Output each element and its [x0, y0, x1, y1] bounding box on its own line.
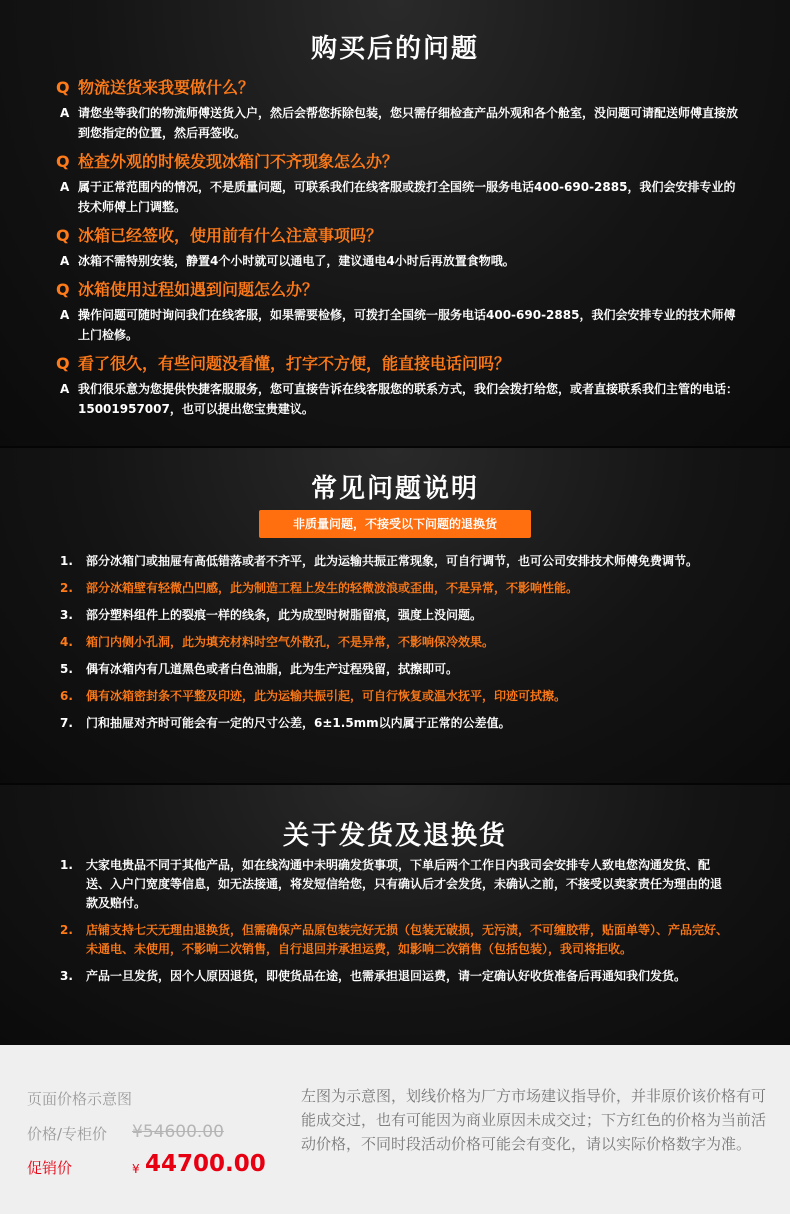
answer	[56, 305, 746, 345]
list-price: ¥54600.00	[132, 1122, 224, 1142]
item-text: 部分塑料组件上的裂痕一样的线条，此为成型时树脂留痕，强度上没问题。	[86, 608, 483, 622]
item-text: 部分冰箱门或抽屉有高低错落或者不齐平，此为运输共振正常现象，可自行调节，也可公司安排技术师傅免费调节。	[86, 554, 699, 568]
answer-text: 冰箱不需特别安装，静置4个小时就可以通电了，建议通电4小时后再放置食物哦。	[78, 254, 515, 268]
q-marker: Q	[56, 226, 70, 245]
faq-item	[60, 714, 730, 733]
a-marker: A	[60, 254, 70, 268]
faq-item	[60, 552, 730, 571]
faq-title: 常见问题说明	[310, 474, 479, 504]
item-number: 1.	[60, 554, 73, 568]
a-marker: A	[60, 180, 70, 194]
q-marker: Q	[56, 280, 70, 299]
item-text: 门和抽屉对齐时可能会有一定的尺寸公差，6±1.5mm以内属于正常的公差值。	[86, 716, 511, 730]
list-price-label: 价格/专柜价	[27, 1125, 108, 1143]
price-note: 左图为示意图，划线价格为厂方市场建议指导价，并非原价该价格有可能成交过，也有可能因为商业原因未成交过；下方红色的价格为当前活动价格，不同时段活动价格可能会有变化，请以实际价格数字为准。	[301, 1087, 767, 1153]
item-text: 大家电贵品不同于其他产品，如在线沟通中未明确发货事项，下单后两个工作日内我司会安排专人致电您沟通发货、配送、入户门宽度等信息，如无法接通，将发短信给您，只有确认后才会发货，未确认之前，不接受以卖家责任为理由的退款及赔付。	[86, 858, 723, 910]
qa-list	[56, 76, 746, 426]
qa-item	[56, 76, 746, 143]
a-marker: A	[60, 308, 70, 322]
item-number: 2.	[60, 581, 73, 595]
faq-item	[60, 660, 730, 679]
item-text: 箱门内侧小孔洞，此为填充材料时空气外散孔，不是异常，不影响保冷效果。	[86, 635, 495, 649]
shipping-item	[60, 856, 730, 913]
qa-item	[56, 224, 746, 271]
answer-text: 属于正常范围内的情况，不是质量问题，可联系我们在线客服或拨打全国统一服务电话400-690-2885，我们会安排专业的技术师傅上门调整。	[78, 180, 736, 214]
q-marker: Q	[56, 78, 70, 97]
question-text: 看了很久，有些问题没看懂，打字不方便，能直接电话问吗？	[78, 354, 511, 373]
faq-list	[60, 552, 730, 741]
shipping-list	[60, 856, 730, 994]
question-text: 物流送货来我要做什么？	[78, 78, 255, 97]
answer	[56, 103, 746, 143]
item-number: 3.	[60, 608, 73, 622]
item-text: 偶有冰箱内有几道黑色或者白色油脂，此为生产过程残留，拭擦即可。	[86, 662, 459, 676]
item-text: 偶有冰箱密封条不平整及印迹，此为运输共振引起，可自行恢复或温水抚平，印迹可拭擦。	[86, 689, 567, 703]
question-text: 冰箱已经签收，使用前有什么注意事项吗？	[78, 226, 383, 245]
question-text: 检查外观的时候发现冰箱门不齐现象怎么办？	[78, 152, 399, 171]
question-text: 冰箱使用过程如遇到问题怎么办？	[78, 280, 319, 299]
after-purchase-section	[0, 0, 790, 446]
currency-symbol: ¥	[132, 1162, 140, 1176]
shipping-item	[60, 967, 730, 986]
question	[56, 224, 746, 248]
shipping-item	[60, 921, 730, 959]
qa-item	[56, 352, 746, 419]
answer	[56, 379, 746, 419]
faq-item	[60, 579, 730, 598]
answer-text: 我们很乐意为您提供快捷客服服务，您可直接告诉在线客服您的联系方式，我们会拨打给您，或者直接联系我们主管的电话：15001957007，也可以提出您宝贵建议。	[78, 382, 739, 416]
answer	[56, 177, 746, 217]
item-text: 店铺支持七天无理由退换货，但需确保产品原包装完好无损（包装无破损，无污渍，不可缠胶带，贴面单等）、产品完好、未通电、未使用，不影响二次销售，自行退回并承担运费，如影响二次销售（包括包装），我司将拒收。	[86, 923, 729, 956]
item-number: 5.	[60, 662, 73, 676]
non-quality-badge: 非质量问题，不接受以下问题的退换货	[259, 510, 531, 538]
a-marker: A	[60, 106, 70, 120]
item-number: 2.	[60, 923, 73, 937]
shipping-title: 关于发货及退换货	[282, 821, 507, 851]
question	[56, 352, 746, 376]
answer-text: 操作问题可随时询问我们在线客服，如果需要检修，可拨打全国统一服务电话400-690-2885，我们会安排专业的技术师傅上门检修。	[78, 308, 736, 342]
item-text: 部分冰箱壁有轻微凸凹感，此为制造工程上发生的轻微波浪或歪曲，不是异常，不影响性能。	[86, 581, 579, 595]
question	[56, 150, 746, 174]
faq-item	[60, 687, 730, 706]
question	[56, 76, 746, 100]
a-marker: A	[60, 382, 70, 396]
after-purchase-title: 购买后的问题	[310, 34, 479, 64]
faq-item	[60, 606, 730, 625]
answer-text: 请您坐等我们的物流师傅送货入户，然后会帮您拆除包装，您只需仔细检查产品外观和各个舱室，没问题可请配送师傅直接放到您指定的位置，然后再签收。	[78, 106, 739, 140]
item-number: 1.	[60, 858, 73, 872]
item-number: 3.	[60, 969, 73, 983]
qa-item	[56, 278, 746, 345]
qa-item	[56, 150, 746, 217]
faq-item	[60, 633, 730, 652]
item-number: 6.	[60, 689, 73, 703]
answer	[56, 251, 746, 271]
item-number: 4.	[60, 635, 73, 649]
price-caption: 页面价格示意图	[27, 1090, 133, 1108]
promo-price-label: 促销价	[27, 1159, 73, 1177]
q-marker: Q	[56, 354, 70, 373]
promo-price: 44700.00	[145, 1151, 266, 1177]
q-marker: Q	[56, 152, 70, 171]
question	[56, 278, 746, 302]
item-text: 产品一旦发货，因个人原因退货，即使货品在途，也需承担退回运费，请一定确认好收货准备后再通知我们发货。	[86, 969, 687, 983]
item-number: 7.	[60, 716, 73, 730]
